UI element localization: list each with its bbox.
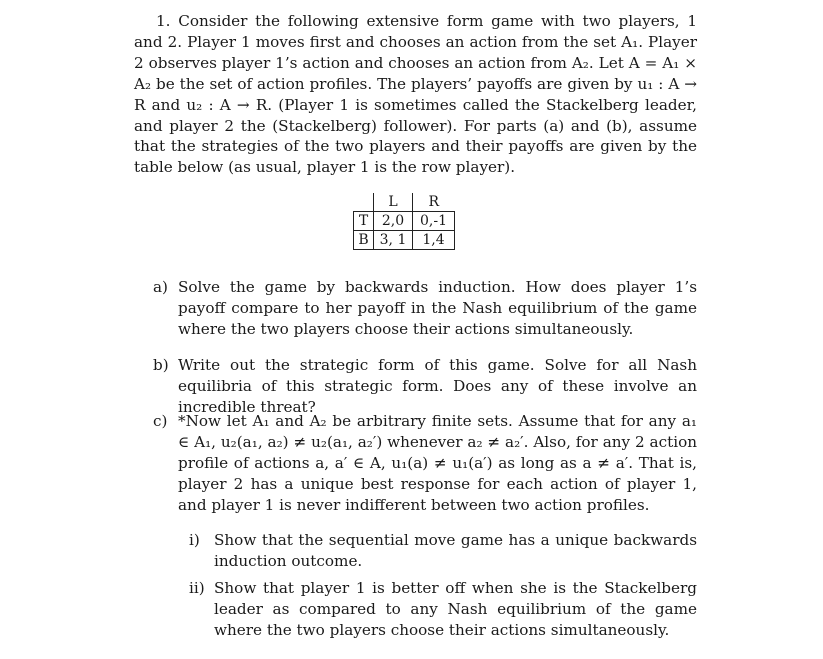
col-header-R: R <box>413 193 455 212</box>
part-c-text: *Now let A₁ and A₂ be arbitrary finite sets. Assume that for any a₁ ∈ A₁, u₂(a₁, a₂) ≠ u₂(a₁, a₂′) whenever a₂ ≠ a₂′. Also, for any 2 action profile of actions a, a′ ∈ A, u₁(a) ≠ u₁(a′) as long as a ≠ a′. That is, player 2 has a unique best response for each action of player 1, and player 1 is never indifferent between two action profiles. <box>178 412 697 514</box>
part-a-text: Solve the game by backwards induction. How does player 1’s payoff compare to her payoff in the Nash equilibrium of the game where the two players choose their actions simultaneously. <box>178 278 697 338</box>
part-c-ii-text: Show that player 1 is better off when she is the Stackelberg leader as compared to any Nash equilibrium of the game where the two players choose their actions simultaneously. <box>214 579 697 639</box>
cell-T-L: 2,0 <box>374 212 413 231</box>
part-c-i-text: Show that the sequential move game has a unique backwards induction outcome. <box>214 531 697 570</box>
part-c-i-label: i) <box>189 531 200 549</box>
row-label-B: B <box>354 231 374 250</box>
table-row-T <box>354 212 455 231</box>
part-c-label: c) <box>153 412 168 430</box>
cell-B-L: 3, 1 <box>374 231 413 250</box>
part-c-ii-label: ii) <box>189 579 205 597</box>
payoff-table <box>353 193 455 250</box>
cell-T-R: 0,-1 <box>413 212 455 231</box>
col-header-L: L <box>374 193 413 212</box>
table-header-row <box>354 193 455 212</box>
table-corner-cell <box>354 193 374 212</box>
part-a-label: a) <box>153 278 168 296</box>
table-row-B <box>354 231 455 250</box>
cell-B-R: 1,4 <box>413 231 455 250</box>
row-label-T: T <box>354 212 374 231</box>
part-b-label: b) <box>153 356 169 374</box>
part-b-text: Write out the strategic form of this game. Solve for all Nash equilibria of this strategic form. Does any of these involve an incredible threat? <box>178 356 697 416</box>
intro-paragraph: 1. Consider the following extensive form game with two players, 1 and 2. Player 1 moves first and chooses an action from the set A₁. Player 2 observes player 1’s action and chooses an action from A₂. Let A = A₁ × A₂ be the set of action profiles. The players’ payoffs are given by u₁ : A → R and u₂ : A → R. (Player 1 is sometimes called the Stackelberg leader, and player 2 the (Stackelberg) follower). For parts (a) and (b), assume that the strategies of the two players and their payoffs are given by the table below (as usual, player 1 is the row player). <box>134 12 697 177</box>
